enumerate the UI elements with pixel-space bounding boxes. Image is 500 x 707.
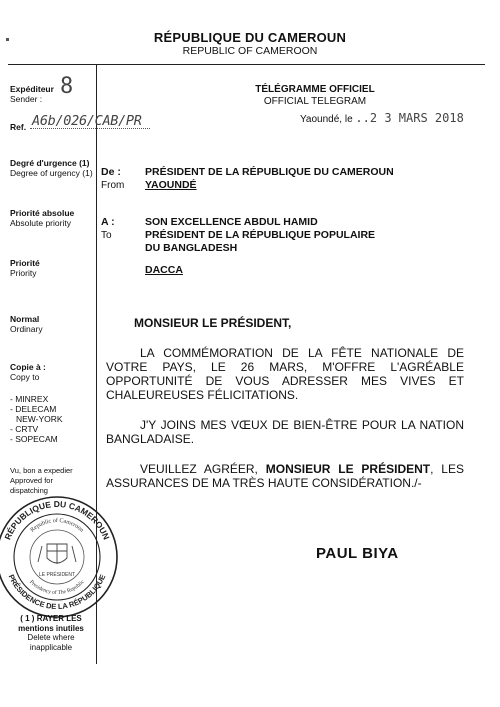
paragraph-2: J'Y JOINS MES VŒUX DE BIEN-ÊTRE POUR LA NATION BANGLADAISE. bbox=[106, 418, 464, 446]
urgency-label: Degré d'urgence (1) Degree of urgency (1) bbox=[10, 158, 93, 178]
place-date: Yaoundé, le ..2 3 MARS 2018 bbox=[300, 111, 464, 125]
seal-inner-bottom: Presidency of The Republic bbox=[28, 579, 86, 597]
country-title-fr: RÉPUBLIQUE DU CAMEROUN bbox=[153, 30, 347, 45]
seal-inner-top: Republic of Cameroon bbox=[29, 517, 85, 534]
top-rule bbox=[8, 64, 485, 65]
ref-underline bbox=[30, 128, 150, 129]
copy-item: - MINREX bbox=[10, 394, 49, 404]
seal-ring-bottom: PRÉSIDENCE DE LA RÉPUBLIQUE bbox=[6, 573, 108, 612]
copy-list bbox=[10, 394, 63, 444]
signature: PAUL BIYA bbox=[316, 545, 399, 562]
footnote: ( 1 ) RAYER LES mentions inutiles Delete where inapplicable bbox=[18, 614, 84, 652]
copy-to-label: Copie à : Copy to bbox=[10, 362, 46, 382]
copy-item: - SOPECAM bbox=[10, 434, 58, 444]
telegram-type-fr: TÉLÉGRAMME OFFICIEL bbox=[255, 84, 375, 95]
approved-label: Vu, bon a expedier Approved for dispatching bbox=[10, 466, 73, 495]
coat-of-arms-icon bbox=[38, 544, 76, 564]
to-label: A : To bbox=[101, 216, 115, 241]
copy-item: - CRTV bbox=[10, 424, 39, 434]
presidential-seal bbox=[0, 494, 120, 620]
sender-handwritten: 8 bbox=[60, 74, 74, 99]
stray-mark bbox=[6, 38, 9, 41]
from-label: De : From bbox=[101, 166, 125, 191]
country-title-en: REPUBLIC OF CAMEROON bbox=[182, 45, 318, 57]
paragraph-3: VEUILLEZ AGRÉER, MONSIEUR LE PRÉSIDENT, LES ASSURANCES DE MA TRÈS HAUTE CONSIDÉRATION./- bbox=[106, 462, 464, 490]
telegram-type-en: OFFICIAL TELEGRAM bbox=[263, 96, 367, 107]
normal-label: Normal Ordinary bbox=[10, 314, 43, 334]
to-city: DACCA bbox=[145, 264, 183, 276]
salutation: MONSIEUR LE PRÉSIDENT, bbox=[134, 316, 292, 330]
copy-item: NEW-YORK bbox=[16, 414, 63, 424]
copy-item: - DELECAM bbox=[10, 404, 57, 414]
to-address: SON EXCELLENCE ABDUL HAMID PRÉSIDENT DE LA RÉPUBLIQUE POPULAIRE DU BANGLADESH bbox=[145, 216, 376, 254]
seal-center: LE PRÉSIDENT bbox=[38, 572, 76, 578]
sender-label: Expéditeur Sender : bbox=[10, 84, 54, 104]
from-address: PRÉSIDENT DE LA RÉPUBLIQUE DU CAMEROUN YAOUNDÉ bbox=[145, 166, 394, 191]
absolute-priority-label: Priorité absolue Absolute priority bbox=[10, 208, 75, 228]
paragraph-1: LA COMMÉMORATION DE LA FÊTE NATIONALE DE VOTRE PAYS, LE 26 MARS, M'OFFRE L'AGRÉABLE OPPORTUNITÉ DE VOUS ADRESSER MES VIVES ET CHALEUREUSES FÉLICITATIONS. bbox=[106, 346, 464, 402]
ref-label: Ref. bbox=[10, 122, 27, 132]
date-handwritten: ..2 3 MARS 2018 bbox=[355, 111, 464, 125]
ref-handwritten: A6b/026/CAB/PR bbox=[32, 113, 142, 129]
seal-ring-top: RÉPUBLIQUE DU CAMEROUN bbox=[2, 498, 112, 542]
priority-label: Priorité Priority bbox=[10, 258, 40, 278]
